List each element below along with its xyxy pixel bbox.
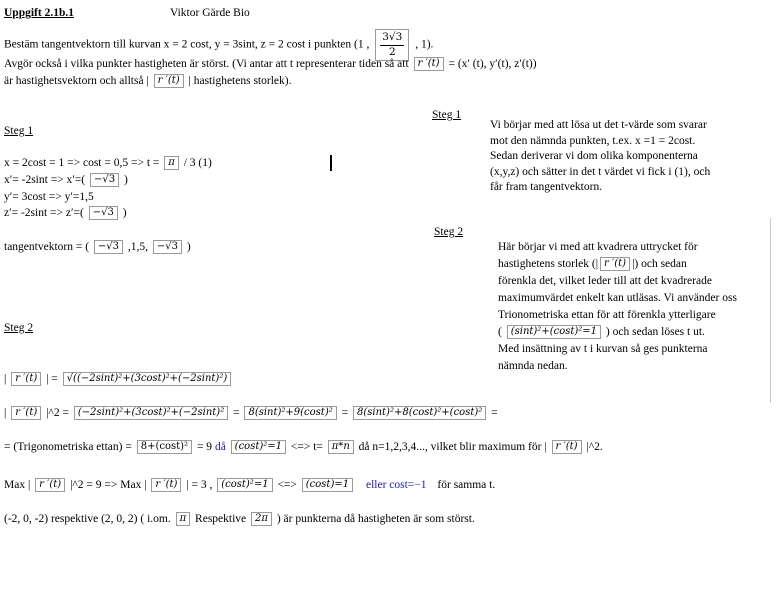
- assignment-title: Uppgift 2.1b.1: [4, 7, 74, 19]
- math-box: (cost)=1: [302, 478, 353, 492]
- math-box: (−2sint)²+(3cost)²+(−2sint)²: [74, 406, 228, 420]
- tangent-vector-line: [4, 240, 191, 254]
- note-line: (x,y,z) och sätter in det t värdet vi fick i (1), och: [490, 165, 711, 178]
- equation-text: (-2, 0, -2) respektive (2, 0, 2) ( i.om.: [4, 513, 171, 525]
- steg2-note-heading: Steg 2: [434, 226, 464, 238]
- equation-text: |^2.: [586, 441, 603, 453]
- equation-text: för samma t.: [437, 479, 496, 491]
- divider: [770, 218, 771, 403]
- text-cursor: [330, 155, 332, 171]
- equation-text: |^2 = 9 => Max |: [70, 479, 147, 491]
- math-box: (sint)²+(cost)²=1: [507, 325, 601, 339]
- equation-text: tangentvektorn = (: [4, 241, 90, 253]
- intro-line-2: [4, 57, 537, 71]
- steg1-line: [4, 173, 128, 187]
- steg2-note: [498, 239, 737, 375]
- equation-text: | =: [46, 373, 58, 385]
- math-box: √((−2sint)²+(3cost)²+(−2sint)²): [63, 372, 232, 386]
- max-equation: [4, 478, 495, 492]
- equation-text: |: [4, 407, 7, 419]
- math-box: r ′(t): [11, 406, 41, 420]
- math-box: π: [164, 156, 179, 170]
- math-box: 8(sint)²+8(cost)²+(cost)²: [353, 406, 486, 420]
- equation-text: / 3 (1): [183, 157, 212, 169]
- equation-text: Max |: [4, 479, 31, 491]
- note-line: [498, 256, 737, 273]
- equation-text: ): [124, 174, 128, 186]
- math-box: 8(sint)²+9(cost)²: [244, 406, 336, 420]
- note-line: förenkla det, vilket leder till att det kvadrerade: [498, 275, 712, 287]
- equation-text: x′= -2sint => x′=(: [4, 174, 86, 186]
- steg1-heading: Steg 1: [4, 125, 34, 137]
- math-box: r ′(t): [35, 478, 65, 492]
- equation-text: |^2 =: [46, 407, 69, 419]
- note-text: (: [498, 326, 502, 338]
- note-text: ) och sedan löses t ut.: [605, 326, 705, 338]
- intro-text: Bestäm tangentvektorn till kurvan x = 2 cost, y = 3sint, z = 2 cost i punkten (1 ,: [4, 38, 370, 51]
- intro-line-3: [4, 74, 291, 88]
- note-line: Vi börjar med att lösa ut det t-värde som svarar: [490, 119, 707, 131]
- math-box: π*n: [328, 440, 354, 454]
- equation-text: Respektive: [195, 513, 247, 525]
- intro-text: , 1).: [415, 38, 434, 51]
- math-box: −√3: [90, 173, 119, 187]
- equation-text: ): [122, 207, 127, 219]
- equation-text: =: [491, 407, 498, 419]
- equation-text: ): [186, 241, 191, 253]
- math-box: r ′(t): [552, 440, 582, 454]
- note-line: Sedan deriverar vi dom olika komponenterna: [490, 150, 698, 162]
- intro-text: är hastighetsvektorn och alltså |: [4, 75, 149, 87]
- equation-text: ,1,5,: [127, 241, 149, 253]
- note-line: får fram tangentvektorn.: [490, 181, 603, 193]
- steg1-line: y′= 3cost => y′=1,5: [4, 191, 94, 203]
- equation-text: ) är punkterna då hastigheten är som störst.: [276, 513, 475, 525]
- equation-text: då: [214, 441, 226, 453]
- math-box: r ′(t): [600, 257, 630, 271]
- equation-text: =: [233, 407, 240, 419]
- equation-text: |: [4, 373, 7, 385]
- steg1-line: [4, 206, 127, 220]
- note-line: maximumvärdet enkelt kan utläsas. Vi använder oss: [498, 292, 737, 304]
- math-box: 8+(cost)²: [137, 440, 192, 454]
- math-box: −√3: [89, 206, 118, 220]
- note-text: |) och sedan: [632, 258, 687, 270]
- math-box: (cost)²=1: [231, 440, 286, 454]
- intro-text: = (x′ (t), y′(t), z′(t)): [448, 58, 537, 70]
- author-name: Viktor Gärde Bio: [170, 7, 250, 19]
- steg2-heading: Steg 2: [4, 322, 34, 334]
- note-line: [498, 324, 737, 341]
- equation-text: <=> t=: [290, 441, 323, 453]
- speed-equation: [4, 372, 233, 386]
- steg1-note: [490, 118, 710, 196]
- math-box: π: [176, 512, 191, 526]
- note-line: Trionometriska ettan för att förenkla ytterligare: [498, 309, 716, 321]
- note-line: Med insättning av t i kurvan så ges punkterna: [498, 343, 708, 355]
- math-box: r ′(t): [154, 74, 184, 88]
- equation-text: | = 3 ,: [186, 479, 213, 491]
- note-line: Här börjar vi med att kvadrera uttrycket för: [498, 241, 698, 253]
- math-box: r ′(t): [414, 57, 444, 71]
- equation-text: = 9: [196, 441, 213, 453]
- note-line: mot den nämnda punkten, t.ex. x =1 = 2cost.: [490, 134, 696, 147]
- equation-text: då n=1,2,3,4..., vilket blir maximum för |: [358, 441, 547, 453]
- intro-text: Avgör också i vilka punkter hastigheten är störst. (Vi antar att t representerar tiden så att: [4, 58, 409, 70]
- math-box: −√3: [94, 240, 123, 254]
- math-box: (cost)²=1: [217, 478, 272, 492]
- fraction-denominator: 2: [388, 46, 396, 58]
- speed-squared-equation: [4, 406, 498, 420]
- note-text: hastighetens storlek (|: [498, 258, 599, 270]
- note-line: nämnda nedan.: [498, 360, 568, 372]
- math-box: r ′(t): [151, 478, 181, 492]
- steg1-note-heading: Steg 1: [432, 109, 462, 121]
- steg1-line: [4, 156, 212, 170]
- intro-text: | hastighetens storlek).: [188, 75, 292, 87]
- equation-text: <=>: [277, 479, 297, 491]
- math-box: 2π: [251, 512, 272, 526]
- equation-text: eller cost=−1: [365, 479, 427, 491]
- equation-text: =: [341, 407, 349, 419]
- fraction-numerator: 3√3: [380, 31, 404, 46]
- equation-text: x = 2cost = 1 => cost = 0,5 => t =: [4, 157, 160, 169]
- trig-identity-equation: [4, 440, 603, 454]
- max-points-line: [4, 512, 475, 526]
- equation-text: z′= -2sint => z′=(: [4, 207, 84, 219]
- equation-text: = (Trigonometriska ettan) =: [4, 441, 132, 453]
- math-box: r ′(t): [11, 372, 41, 386]
- math-box: −√3: [153, 240, 182, 254]
